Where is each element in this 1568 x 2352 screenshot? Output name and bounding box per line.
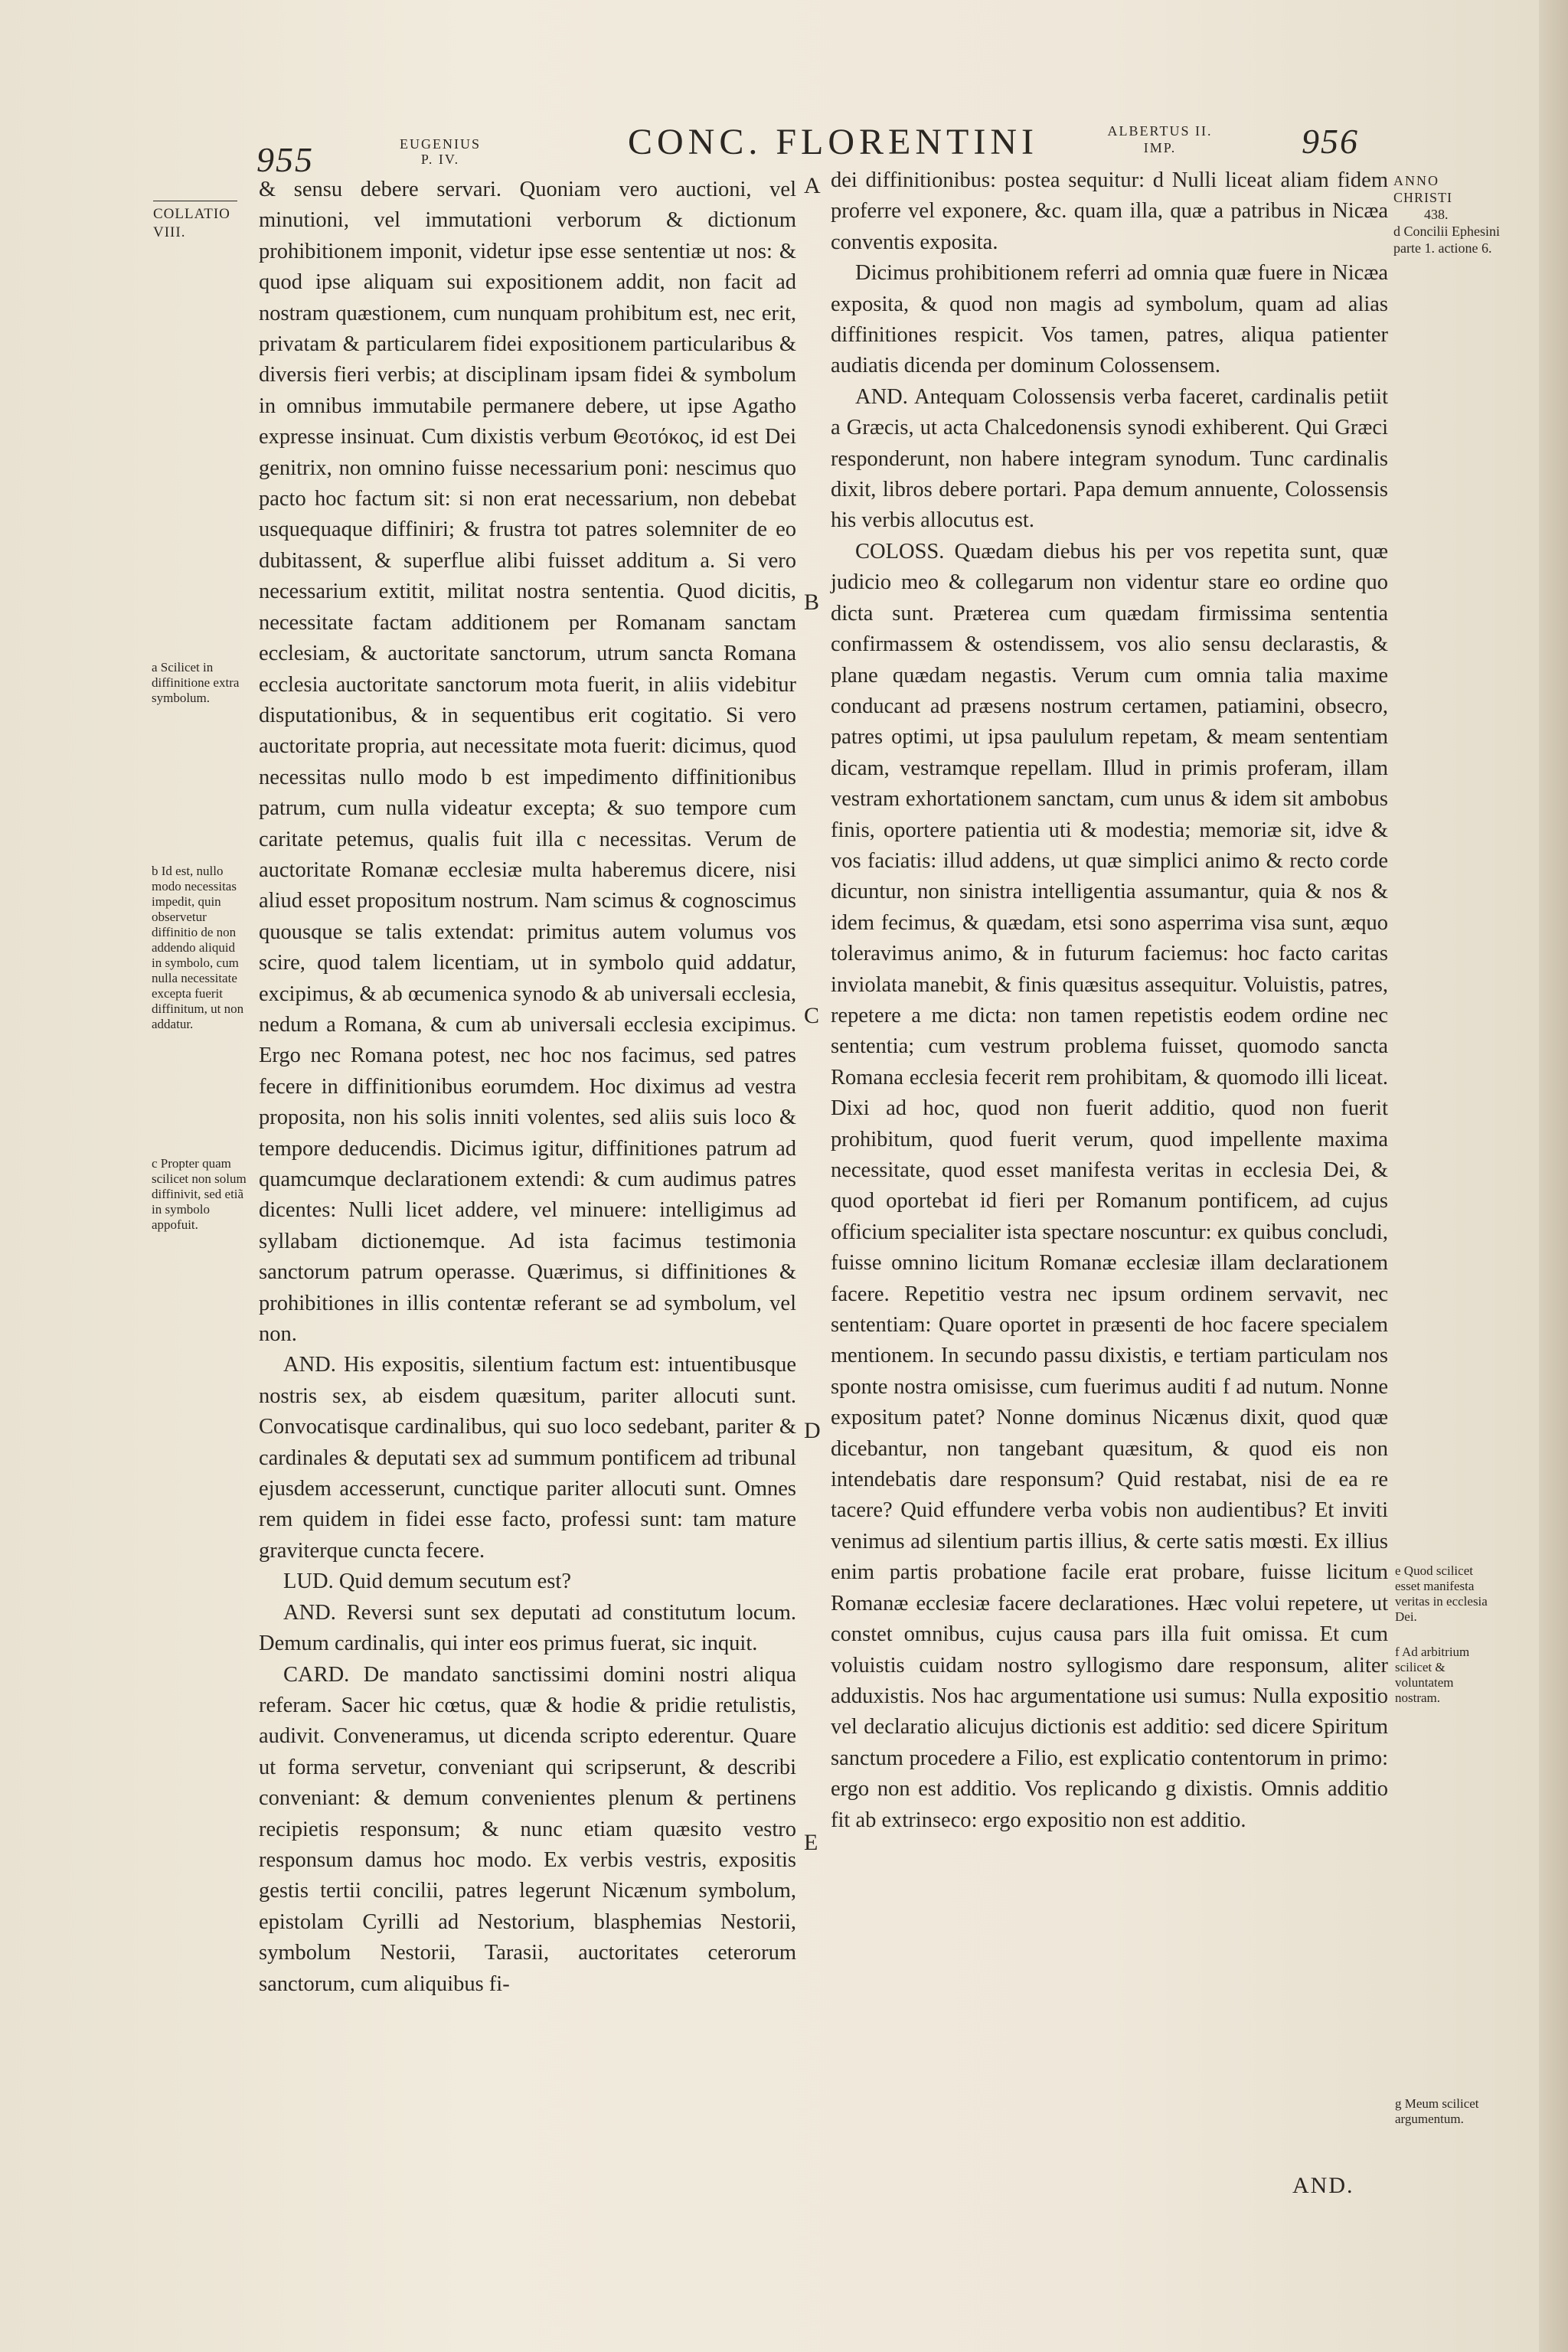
paragraph: dei diffinitionibus: postea sequitur: d Nulli liceat aliam fidem proferre vel exponere, &c. quam illa, quæ a patribus in Nicæa conventis exposita. [831,168,1388,254]
margin-note-a: a Scilicet in diffinitione extra symbolum. [152,660,240,705]
page-number-right: 956 [1302,122,1359,161]
left-text-column [259,175,796,2000]
section-letter-c: C [804,1003,820,1028]
paragraph: Dicimus prohibitionem referri ad omnia quæ fuere in Nicæa exposita, & quod non magis ad symbolum, quam ad alias diffinitiones respicit. Vos tamen, patres, aliqua patienter audiatis dicenda per dominum Colossensem. [831,261,1388,378]
page-number-left: 955 [256,140,314,179]
paragraph: COLOSS. Quædam diebus his per vos repetita sunt, quæ judicio meo & collegarum non videntur stare eo ordine quo dicta sunt. Præterea cum quædam firmissima sententia confirmassem & ostendissem, vos alio sensu declarastis, & plane quædam negastis. Verum cum omnia talia maxime conducant ad præsens nostrum certamen, patiamini, obsecro, patres optimi, ut ipsa paululum repetam, & meam sententiam dicam, vestramque repellam. Illud in primis proferam, illam vestram exhortationem sanctam, cum unus & idem sit ambobus finis, oportere patientia uti & modestia; memoriæ sit, idve & vos faciatis: illud addens, ut quæ simplici animo & recto corde dicuntur, non sinistra intelligentia assumantur, quia & nos & idem fecimus, & quædam, etsi sono asperrima visa sunt, æquo toleravimus animo, & in futurum faciemus: hoc facto caritas inviolata manebit, & finis quæsitus assequitur. Voluistis, patres, repetere a me dicta: non tamen repetistis eodem ordine nec sententia; cum vestrum problema fuisset, quomodo sancta Romana ecclesia fecerit rem prohibitam, & quomodo illi liceat. Dixi ad hoc, quod non fuerit additio, quod non fuerit prohibitum, quod fuerit verum, quod impellente maxima necessitate, quod esset manifesta veritas in ecclesia Dei, & quod oportebat id fieri per Romanum pontificem, ad cujus officium specialiter ista spectare noscuntur: ex quibus concludi, fuisse omnino licitum Romanæ ecclesiæ illam declarationem facere. Repetitio vestra nec ipsum ordinem servavit, nec sententiam: Quare oportet in præsenti de hoc facere specialem mentionem. In secundo passu dixistis, e tertiam particulam nos sponte nostra omisisse, cum fuerimus auditi f ad nutum. Nonne expositum patet? Nonne dominus Nicænus dixit, quod quæ dicebantur, non tangebant quæsitum, & quod eis non intendebatis dare responsum? Quid restabat, nisi de ea re tacere? Quid effundere verba vobis non audientibus? Et inviti venimus ad silentium partis illius, & certe satis mœsti. Ex illius enim partis probatione facile erat probare, fuisse licitum Romanæ ecclesiæ facere declarationes. Hæc volui repetere, ut constet omnibus, cujus causa pars illa fuit omissa. Et cum voluistis cuidam nostro syllogismo dare responsum, aliter adduxistis. Nos hac argumentatione usi sumus: Nulla expositio vel declaratio alicujus dictionis est additio: sed dicere Spiritum sanctum procedere a Filio, est explicatio contentorum in primo: ergo non est additio. Vos replicando g dixistis. Omnis additio fit ab extrinseco: ergo expositio non est additio. [831,539,1388,1832]
right-text-column [831,165,1388,1836]
section-letter-d: D [804,1418,821,1443]
section-letter-e: E [804,1830,818,1855]
margin-note-e: e Quod scilicet esset manifesta veritas in ecclesia Dei. [1395,1563,1488,1624]
margin-note-f: f Ad arbitrium scilicet & voluntatem nostram. [1395,1645,1470,1705]
paragraph: LUD. Quid demum secutum est? [283,1570,571,1594]
running-head-right: ALBERTUS II. IMP. [1107,123,1213,155]
collatio-label: COLLATIO VIII. [153,206,230,240]
section-letter-b: B [804,590,820,615]
running-head-left: EUGENIUS P. IV. [400,136,481,167]
paragraph: & sensu debere servari. Quoniam vero auctioni, vel minutioni, vel immutationi verborum & dictionum prohibitionem imponit, videtur ipse esse sententiæ ut nos: & quod ipse aliquam sui expositionem addit, non facit ad nostram quæstionem, cum nunquam prohibitum est, nec erit, privatam & particularem fidei expositionem particularibus & diversis fieri verbis; at disciplinam ipsam fidei & symbolum in omnibus immutabile permanere debere, ut ipse Agatho expresse insinuat. Cum dixistis verbum Θεοτόκος, id est Dei genitrix, non omnino fuisse necessarium poni: nescimus quo pacto hoc factum sit: si non erat necessarium, non debebat usquequaque diffiniri; & frustra tot patres solemniter de eo dubitassent, & superflue alibi fuisset additum a. Si vero necessarium extitit, militat nostra sententia. Quod dicitis, necessitate factam additionem per Romanam sanctam ecclesiam, & auctoritate sanctorum, utrum sancta Romana ecclesia auctoritate sanctorum mota fuerit, in aliis videbitur disputationibus, & in sequentibus erit cogitatio. Si vero auctoritate propria, aut necessitate mota fuerit: dicimus, quod necessitas nullo modo b est impedimento diffinitionibus patrum, cum nulla videatur excepta; & suo tempore cum caritate petemus, qualis fuit illa c necessitas. Verum de auctoritate Romanæ ecclesiæ multa haberemus dicere, nisi aliud esset propositum nostrum. Nam scimus & cognoscimus quousque se talis extendat: primitus autem volumus vos scire, quod talem licentiam, ut in symbolo quid addatur, excipimus, & ab œcumenica synodo & ab universali ecclesia, nedum a Romana, & cum ab universali ecclesia excipimus. Ergo nec Romana potest, nec hoc nos facimus, sed patres fecere in diffinitionibus eorumdem. Hoc diximus ad vestra proposita, non his solis inniti volentes, sed aliis suis loco & tempore deducendis. Dicimus igitur, diffinitiones patrum ad quamcumque declarationem extendi: & cum audimus patres dicentes: Nulli licet addere, vel minuere: intelligimus ad syllabam dictionemque. Ad ista facimus testimonia sanctorum patrum operasse. Quærimus, si diffinitiones & prohibitiones in illis contentæ referant se ad symbolum, vel non. [259,178,796,1347]
paragraph: AND. Reversi sunt sex deputati ad constitutum locum. Demum cardinalis, qui inter eos primus fuerat, sic inquit. [259,1600,796,1656]
margin-note-c: c Propter quam scilicet non solum diffinivit, sed etiã in symbolo appofuit. [152,1156,247,1232]
margin-note-g: g Meum scilicet argumentum. [1395,2096,1479,2126]
section-letter-a: A [804,173,821,198]
paragraph: CARD. De mandato sanctissimi domini nostri aliqua referam. Sacer hic cœtus, quæ & hodie & pridie retulistis, audivit. Conveneramus, ut dicenda scripto ederentur. Quare ut forma servetur, conveniant qui scripserunt, & describi conveniant: & demum convenientes plenum & pertinens recipietis responsum; & nunc etiam quæsito vestro responsum damus hoc modo. Ex verbis vestris, expositis gestis tertii concilii, patres legerunt Nicænum symbolum, epistolam Cyrilli ad Nestorium, blasphemias Nestorii, symbolum Nestorii, Tarasii, auctoritates ceterorum sanctorum, cum aliquibus fi- [259,1662,796,1996]
catchword: AND. [1292,2173,1354,2198]
margin-note-b: b Id est, nullo modo necessitas impedit, quin observetur diffinitio de non addendo aliquid in symbolo, cum nulla necessitate excepta fuerit diffinitum, ut non addatur. [152,864,244,1031]
paragraph: AND. Antequam Colossensis verba faceret, cardinalis petiit a Græcis, ut acta Chalcedonensis synodi exhiberent. Qui Græci responderunt, non habere integram synodum. Tunc cardinalis dixit, libros debere portari. Papa demum annuente, Colossensis his verbis allocutus est. [831,384,1388,533]
page-title: CONC. FLORENTINI [628,122,1038,162]
paragraph: AND. His expositis, silentium factum est: intuentibusque nostris sex, ab eisdem quæsitum, pariter allocuti sunt. Convocatisque cardinalibus, qui suo loco sedebant, pariter & cardinales & deputati sex ad summum pontificem ad tribunal ejusdem accesserunt, cunctique pariter allocuti sunt. Omnes rem quidem in fidei esse facto, professi sunt: tam mature graviterque cuncta fecere. [259,1353,796,1563]
binding-gutter [1539,0,1568,2352]
anno-christi-note: ANNO CHRISTI 438. d Concilii Ephesini parte 1. actione 6. [1393,173,1500,256]
